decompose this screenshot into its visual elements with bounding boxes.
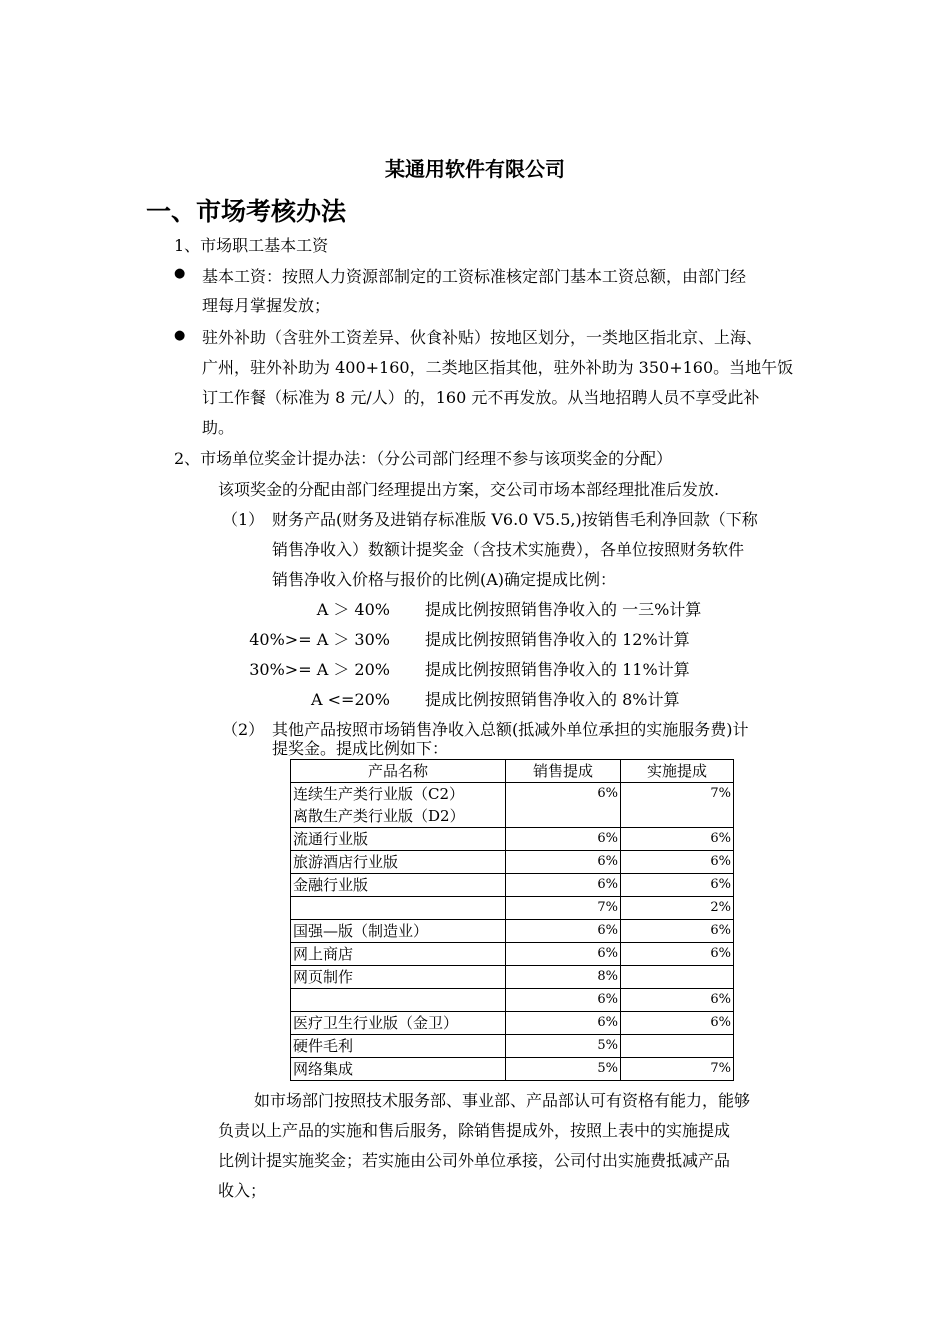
product-cell <box>291 989 506 1012</box>
ratio-rule: 提成比例按照销售净收入的 12%计算 <box>425 630 690 649</box>
product-cell: 医疗卫生行业版（金卫） <box>291 1012 506 1035</box>
sale-cell: 6% <box>506 1012 621 1035</box>
s1-title: 1、市场职工基本工资 <box>174 236 329 255</box>
product-name: 离散生产类行业版（D2） <box>293 807 465 825</box>
table-row <box>291 1035 734 1058</box>
table-row <box>291 989 734 1012</box>
product-cell: 旅游酒店行业版 <box>291 851 506 874</box>
p1-line2: 销售净收入）数额计提奖金（含技术实施费），各单位按照财务软件 <box>272 540 745 559</box>
ratio-rule: 提成比例按照销售净收入的 8%计算 <box>425 690 680 709</box>
sale-cell: 6% <box>506 920 621 943</box>
impl-cell: 7% <box>621 1058 734 1081</box>
bullet-icon: ● <box>174 266 186 281</box>
s1-b2-line1: 驻外补助（含驻外工资差异、伙食补贴）按地区划分，一类地区指北京、上海、 <box>202 328 763 347</box>
product-cell: 硬件毛利 <box>291 1035 506 1058</box>
table-row <box>291 920 734 943</box>
section-heading: 一、市场考核办法 <box>146 197 347 226</box>
s1-b2-line2: 广州，驻外补助为 400+160，二类地区指其他，驻外补助为 350+160。当地午饭 <box>202 358 794 377</box>
product-cell: 网页制作 <box>291 966 506 989</box>
table-row <box>291 1058 734 1081</box>
after-line3: 比例计提实施奖金；若实施由公司外单位承接，公司付出实施费抵减产品 <box>218 1151 731 1170</box>
sale-cell: 5% <box>506 1035 621 1058</box>
p1-number: （1） <box>222 510 265 529</box>
impl-cell: 6% <box>621 943 734 966</box>
table-header-row <box>291 760 734 783</box>
table-row <box>291 851 734 874</box>
after-line4: 收入； <box>218 1181 267 1200</box>
p2-number: （2） <box>222 720 265 739</box>
impl-cell: 6% <box>621 851 734 874</box>
after-line2: 负责以上产品的实施和售后服务，除销售提成外，按照上表中的实施提成 <box>218 1121 731 1140</box>
company-title: 某通用软件有限公司 <box>385 157 565 181</box>
product-cell <box>291 783 506 828</box>
p1-line1: 财务产品(财务及进销存标准版 V6.0 V5.5,)按销售毛利净回款（下称 <box>272 510 758 529</box>
product-cell: 网上商店 <box>291 943 506 966</box>
s1-b2-line3: 订工作餐（标准为 8 元/人）的，160 元不再发放。从当地招聘人员不享受此补 <box>202 388 760 407</box>
sale-cell: 6% <box>506 989 621 1012</box>
impl-cell: 7% <box>621 783 734 828</box>
sale-cell: 6% <box>506 874 621 897</box>
ratio-cond: 30%>= A ＞ 20% <box>249 660 390 679</box>
ratio-cond: A ＞ 40% <box>316 600 390 619</box>
sale-cell: 5% <box>506 1058 621 1081</box>
sale-cell: 6% <box>506 851 621 874</box>
product-cell: 流通行业版 <box>291 828 506 851</box>
product-cell: 金融行业版 <box>291 874 506 897</box>
s1-b1-line2: 理每月掌握发放； <box>202 296 331 315</box>
sale-cell: 6% <box>506 783 621 828</box>
bullet-icon: ● <box>174 328 186 343</box>
s1-b1-line1: 基本工资：按照人力资源部制定的工资标准核定部门基本工资总额，由部门经 <box>202 267 747 286</box>
impl-cell: 6% <box>621 874 734 897</box>
p2-line1: 其他产品按照市场销售净收入总额(抵减外单位承担的实施服务费)计 <box>272 720 749 739</box>
p1-line3: 销售净收入价格与报价的比例(A)确定提成比例： <box>272 570 617 589</box>
table-row <box>291 897 734 920</box>
impl-cell: 6% <box>621 989 734 1012</box>
table-row <box>291 783 734 828</box>
table-row <box>291 828 734 851</box>
product-name: 连续生产类行业版（C2） <box>293 785 465 803</box>
header-sale: 销售提成 <box>506 760 621 783</box>
s2-intro: 该项奖金的分配由部门经理提出方案，交公司市场本部经理批准后发放. <box>218 480 720 499</box>
s2-title: 2、市场单位奖金计提办法：（分公司部门经理不参与该项奖金的分配） <box>174 449 673 468</box>
product-cell <box>291 897 506 920</box>
ratio-rule: 提成比例按照销售净收入的 一三%计算 <box>425 600 702 619</box>
commission-table <box>290 759 734 1081</box>
impl-cell: 2% <box>621 897 734 920</box>
s1-b2-line4: 助。 <box>202 418 235 437</box>
sale-cell: 6% <box>506 943 621 966</box>
table-row <box>291 943 734 966</box>
product-cell: 国强—版（制造业） <box>291 920 506 943</box>
impl-cell <box>621 1035 734 1058</box>
impl-cell: 6% <box>621 828 734 851</box>
impl-cell: 6% <box>621 1012 734 1035</box>
after-line1: 如市场部门按照技术服务部、事业部、产品部认可有资格有能力，能够 <box>254 1091 751 1110</box>
ratio-cond: A <=20% <box>310 690 390 709</box>
sale-cell: 8% <box>506 966 621 989</box>
impl-cell <box>621 966 734 989</box>
product-cell: 网络集成 <box>291 1058 506 1081</box>
ratio-cond: 40%>= A ＞ 30% <box>249 630 390 649</box>
sale-cell: 7% <box>506 897 621 920</box>
impl-cell: 6% <box>621 920 734 943</box>
header-impl: 实施提成 <box>621 760 734 783</box>
table-row <box>291 1012 734 1035</box>
sale-cell: 6% <box>506 828 621 851</box>
ratio-rule: 提成比例按照销售净收入的 11%计算 <box>425 660 690 679</box>
header-product: 产品名称 <box>291 760 506 783</box>
table-row <box>291 966 734 989</box>
table-row <box>291 874 734 897</box>
p2-line2: 提奖金。提成比例如下： <box>272 739 449 758</box>
